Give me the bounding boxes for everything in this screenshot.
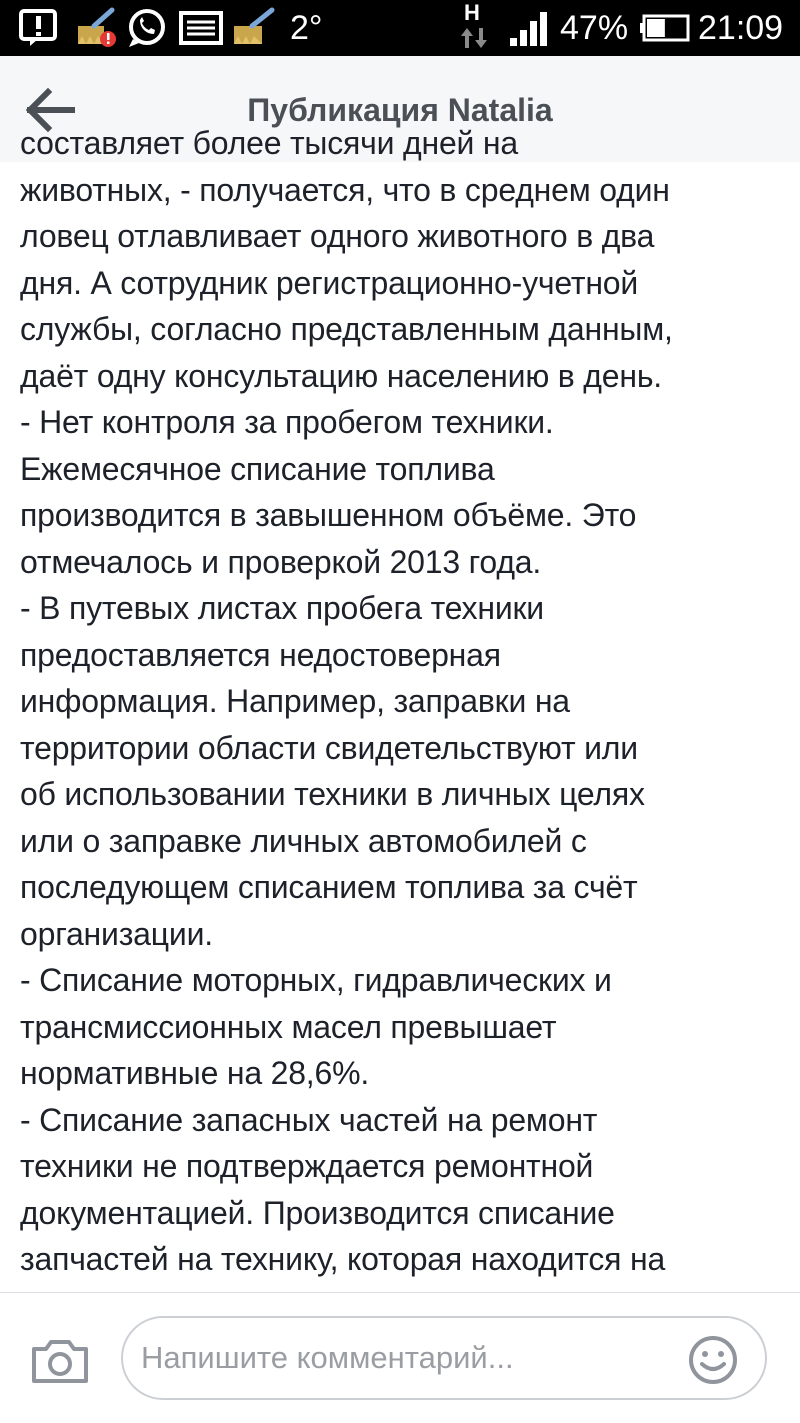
post-text-line: предоставляется недостоверная <box>20 636 501 673</box>
post-text-line: - Списание запасных частей на ремонт <box>20 1101 598 1138</box>
comment-bar <box>0 1292 800 1423</box>
post-text-line: трансмиссионных масел превышает <box>20 1008 557 1045</box>
post-text-line: составляет более тысячи дней на <box>20 125 518 161</box>
post-text-line: информация. Например, заправки на <box>20 683 570 719</box>
post-text-line: территории области свидетельствуют или <box>20 729 638 766</box>
emoji-icon[interactable] <box>686 1333 740 1387</box>
alert-icon <box>18 8 62 48</box>
post-text-line: дня. А сотрудник регистрационно-учетной <box>20 264 639 301</box>
post-text <box>20 120 790 1283</box>
message-icon <box>178 8 224 48</box>
battery-icon <box>638 14 690 42</box>
cleaner-notification-icon <box>72 8 120 48</box>
post-text-line: документацией. Производится списание <box>20 1194 615 1231</box>
post-viewport[interactable] <box>0 125 800 1292</box>
status-bar <box>0 0 800 56</box>
post-text-line: - Списание моторных, гидравлических и <box>20 962 612 998</box>
post-text-line: Ежемесячное списание топлива <box>20 450 495 487</box>
network-type-text: H <box>464 0 480 25</box>
post-text-line: организации. <box>20 915 213 952</box>
post-text-line: производится в завышенном объёме. Это <box>20 497 637 533</box>
data-arrows-icon <box>460 26 490 50</box>
signal-icon <box>508 8 554 48</box>
whatsapp-icon <box>124 8 168 48</box>
post-text-line: животных, - получается, что в среднем один <box>20 171 670 208</box>
post-text-line: об использовании техники в личных целях <box>20 776 645 812</box>
post-text-line: запчастей на технику, которая находится на <box>20 1241 666 1277</box>
clock-text: 21:09 <box>698 9 784 47</box>
page-title: Публикация Natalia <box>247 92 553 128</box>
comment-input[interactable] <box>121 1316 767 1400</box>
post-text-line: отмечалось и проверкой 2013 года. <box>20 543 542 580</box>
post-text-line: - Нет контроля за пробегом техники. <box>20 404 554 440</box>
post-text-line: последующем списанием топлива за счёт <box>20 869 638 905</box>
post-text-line: нормативные на 28,6%. <box>20 1055 370 1091</box>
post-text-line: или о заправке личных автомобилей с <box>20 822 587 859</box>
temperature-text: 2° <box>290 9 323 47</box>
post-text-line: даёт одну консультацию населению в день. <box>20 357 663 394</box>
post-text-line: ловец отлавливает одного животного в два <box>20 218 655 254</box>
battery-percent-text: 47% <box>560 9 629 47</box>
post-text-line: - В путевых листах пробега техники <box>20 590 544 626</box>
post-text-line: техники не подтверждается ремонтной <box>20 1148 594 1184</box>
camera-icon[interactable] <box>30 1337 90 1385</box>
cleaner-icon <box>230 8 276 48</box>
post-text-line: службы, согласно представленным данным, <box>20 311 673 347</box>
